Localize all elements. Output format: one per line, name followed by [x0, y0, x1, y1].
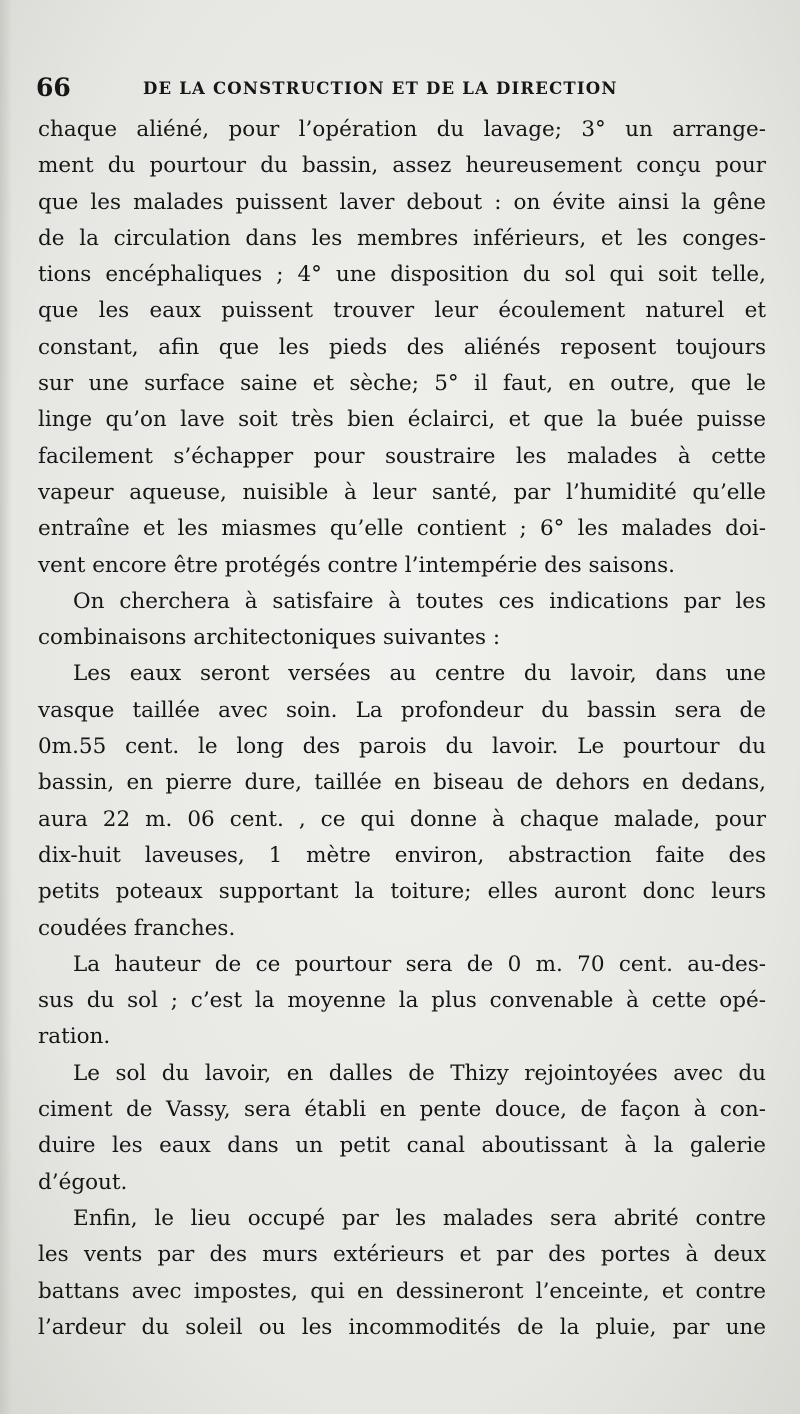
text-line: bassin, en pierre dure, taillée en biseau de dehors en dedans, [38, 770, 766, 796]
text-line: vapeur aqueuse, nuisible à leur santé, par l’humidité qu’elle [38, 479, 766, 505]
text-line: sur une surface saine et sèche; 5° il faut, en outre, que le [38, 371, 766, 397]
paragraph-start-line: On cherchera à satisfaire à toutes ces indications par les [73, 588, 766, 614]
paragraph-start-line: La hauteur de ce pourtour sera de 0 m. 70 cent. au-des- [73, 951, 766, 977]
text-line: les vents par des murs extérieurs et par des portes à deux [38, 1242, 766, 1268]
paragraph-start-line: Enfin, le lieu occupé par les malades sera abrité contre [73, 1205, 766, 1231]
text-line: que les malades puissent laver debout : on évite ainsi la gêne [38, 189, 766, 215]
running-title: DE LA CONSTRUCTION ET DE LA DIRECTION [143, 79, 618, 98]
body-text [38, 112, 766, 1346]
text-line: chaque aliéné, pour l’opération du lavage; 3° un arrange- [38, 117, 766, 142]
text-line: ciment de Vassy, sera établi en pente douce, de façon à con- [38, 1097, 766, 1123]
text-line: ration. [38, 1024, 111, 1050]
text-line: sus du sol ; c’est la moyenne la plus convenable à cette opé- [38, 988, 766, 1014]
text-line: battans avec impostes, qui en dessineront l’enceinte, et contre [38, 1278, 766, 1304]
text-line: facilement s’échapper pour soustraire les malades à cette [38, 443, 766, 469]
text-line: l’ardeur du soleil ou les incommodités de la pluie, par une [38, 1314, 766, 1340]
text-line: 0m.55 cent. le long des parois du lavoir. Le pourtour du [38, 734, 766, 760]
text-line: aura 22 m. 06 cent. , ce qui donne à chaque malade, pour [38, 806, 766, 832]
text-line: d’égout. [38, 1169, 128, 1195]
text-line: que les eaux puissent trouver leur écoulement naturel et [38, 298, 766, 324]
page-number: 66 [36, 73, 71, 102]
running-head [36, 70, 766, 110]
text-line: vent encore être protégés contre l’intempérie des saisons. [38, 552, 675, 578]
text-line: coudées franches. [38, 915, 236, 941]
text-line: vasque taillée avec soin. La profondeur du bassin sera de [38, 697, 766, 723]
paragraph-start-line: Le sol du lavoir, en dalles de Thizy rejointoyées avec du [73, 1060, 766, 1086]
text-line: de la circulation dans les membres inférieurs, et les conges- [38, 225, 766, 251]
text-line: combinaisons architectoniques suivantes : [38, 625, 501, 651]
text-line: dix-huit laveuses, 1 mètre environ, abstraction faite des [38, 842, 766, 868]
text-line: petits poteaux supportant la toiture; elles auront donc leurs [38, 879, 766, 905]
text-line: constant, afin que les pieds des aliénés reposent toujours [38, 334, 766, 360]
text-line: tions encéphaliques ; 4° une disposition du sol qui soit telle, [38, 262, 766, 288]
text-line: ment du pourtour du bassin, assez heureusement conçu pour [38, 153, 766, 179]
text-line: linge qu’on lave soit très bien éclairci, et que la buée puisse [38, 407, 766, 433]
paragraph-start-line: Les eaux seront versées au centre du lavoir, dans une [73, 661, 766, 687]
text-line: duire les eaux dans un petit canal aboutissant à la galerie [38, 1133, 766, 1159]
text-line: entraîne et les miasmes qu’elle contient ; 6° les malades doi- [38, 516, 766, 542]
